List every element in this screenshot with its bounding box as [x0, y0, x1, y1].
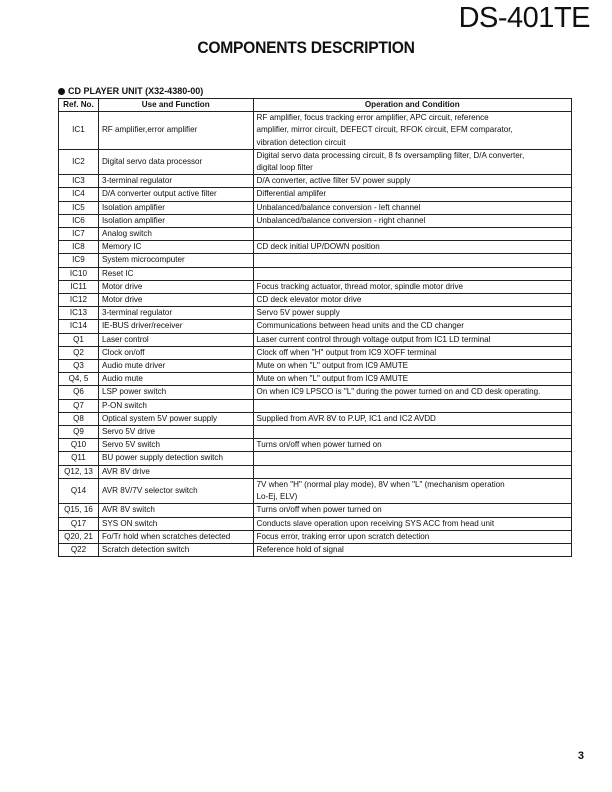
operation-line: vibration detection circuit	[256, 137, 346, 147]
table-row	[59, 517, 572, 530]
use-function-cell: P-ON switch	[98, 399, 253, 412]
operation-condition-cell	[253, 504, 571, 517]
operation-condition-cell	[253, 175, 571, 188]
use-function-cell: AVR 8V drive	[98, 465, 253, 478]
ref-no-cell: Q7	[59, 399, 99, 412]
table-row	[59, 112, 572, 150]
ref-no-cell: Q2	[59, 346, 99, 359]
operation-condition-cell	[253, 241, 571, 254]
table-row	[59, 426, 572, 439]
operation-line: Reference hold of signal	[256, 544, 344, 554]
operation-line: On when IC9 LPSCO is "L" during the power turned on and CD desk operating.	[256, 387, 541, 397]
ref-no-cell: Q20, 21	[59, 530, 99, 543]
operation-line: Focus error, traking error upon scratch detection	[256, 531, 430, 541]
ref-no-cell: Q1	[59, 333, 99, 346]
ref-no-cell: IC2	[59, 149, 99, 174]
ref-no-cell: IC8	[59, 241, 99, 254]
ref-no-cell: IC14	[59, 320, 99, 333]
table-row	[59, 360, 572, 373]
use-function-cell: Motor drive	[98, 294, 253, 307]
ref-no-cell: Q3	[59, 360, 99, 373]
use-function-cell: BU power supply detection switch	[98, 452, 253, 465]
operation-condition-cell	[253, 412, 571, 425]
page-title: COMPONENTS DESCRIPTION	[197, 38, 415, 57]
use-function-cell: IE-BUS driver/receiver	[98, 320, 253, 333]
page-number: 3	[577, 750, 584, 762]
table-row	[59, 386, 572, 399]
table-row	[59, 530, 572, 543]
operation-condition-cell	[253, 149, 571, 174]
operation-condition-cell	[253, 267, 571, 280]
table-row	[59, 267, 572, 280]
operation-line: Supplied from AVR 8V to P.UP, IC1 and IC2 AVDD	[256, 413, 436, 423]
operation-condition-cell	[253, 517, 571, 530]
operation-line	[257, 426, 568, 438]
components-table	[58, 98, 572, 557]
table-header-row	[59, 99, 572, 112]
use-function-cell: Isolation amplifier	[98, 214, 253, 227]
use-function-cell: 3-terminal regulator	[98, 175, 253, 188]
operation-condition-cell	[253, 201, 571, 214]
ref-no-cell: Q8	[59, 412, 99, 425]
operation-line: CD deck elevator motor drive	[256, 295, 362, 305]
ref-no-cell: IC4	[59, 188, 99, 201]
ref-no-cell: Q6	[59, 386, 99, 399]
ref-no-cell: IC12	[59, 294, 99, 307]
operation-line	[257, 400, 568, 412]
table-row	[59, 504, 572, 517]
ref-no-cell: Q14	[59, 478, 99, 503]
table-row	[59, 201, 572, 214]
bullet-icon	[58, 88, 65, 95]
operation-condition-cell	[253, 320, 571, 333]
operation-line: Turns on/off when power turned on	[256, 505, 382, 515]
operation-line	[257, 452, 568, 464]
use-function-cell: AVR 8V switch	[98, 504, 253, 517]
ref-no-cell: IC10	[59, 267, 99, 280]
table-row	[59, 543, 572, 556]
operation-line: Focus tracking actuator, thread motor, spindle motor drive	[256, 281, 464, 291]
operation-line: RF amplifier, focus tracking error amplifier, APC circuit, reference	[256, 113, 489, 123]
ref-no-cell: Q22	[59, 543, 99, 556]
table-row	[59, 149, 572, 174]
table-row	[59, 294, 572, 307]
operation-condition-cell	[253, 333, 571, 346]
operation-line: Mute on when "L" output from IC9 AMUTE	[256, 361, 409, 371]
table-row	[59, 320, 572, 333]
operation-condition-cell	[253, 386, 571, 399]
table-row	[59, 214, 572, 227]
ref-no-cell: Q12, 13	[59, 465, 99, 478]
operation-line: 7V when "H" (normal play mode), 8V when "L" (mechanism operation	[256, 479, 505, 489]
operation-line: Lo-Ej, ELV)	[256, 492, 298, 502]
table-row	[59, 175, 572, 188]
ref-no-cell: Q11	[59, 452, 99, 465]
operation-condition-cell	[253, 214, 571, 227]
table-row	[59, 254, 572, 267]
operation-line	[257, 466, 568, 478]
use-function-cell: Motor drive	[98, 280, 253, 293]
operation-condition-cell	[253, 112, 571, 150]
operation-condition-cell	[253, 280, 571, 293]
table-row	[59, 399, 572, 412]
operation-line: digital loop filter	[256, 163, 313, 173]
table-row	[59, 307, 572, 320]
operation-line: D/A converter, active filter 5V power supply	[256, 176, 411, 186]
operation-line: Unbalanced/balance conversion - left channel	[256, 202, 421, 212]
operation-condition-cell	[253, 346, 571, 359]
operation-line: Laser current control through voltage output from IC1 LD terminal	[256, 334, 491, 344]
operation-condition-cell	[253, 373, 571, 386]
operation-condition-cell	[253, 360, 571, 373]
use-function-cell: Fo/Tr hold when scratches detected	[98, 530, 253, 543]
ref-no-cell: IC3	[59, 175, 99, 188]
operation-condition-cell	[253, 188, 571, 201]
use-function-cell: Digital servo data processor	[98, 149, 253, 174]
table-row	[59, 412, 572, 425]
use-function-cell: Servo 5V drive	[98, 426, 253, 439]
use-function-cell: RF amplifier,error amplifier	[98, 112, 253, 150]
operation-condition-cell	[253, 543, 571, 556]
use-function-cell: AVR 8V/7V selector switch	[98, 478, 253, 503]
header-operation-condition: Operation and Condition	[253, 99, 571, 112]
header-ref-no: Ref. No.	[59, 99, 99, 112]
table-row	[59, 241, 572, 254]
table-row	[59, 452, 572, 465]
operation-line: CD deck initial UP/DOWN position	[256, 242, 380, 252]
model-number: DS-401TE	[458, 2, 590, 34]
operation-condition-cell	[253, 426, 571, 439]
use-function-cell: Laser control	[98, 333, 253, 346]
ref-no-cell: IC13	[59, 307, 99, 320]
use-function-cell: Isolation amplifier	[98, 201, 253, 214]
operation-line: Servo 5V power supply	[256, 308, 340, 318]
operation-line: Turns on/off when power turned on	[256, 440, 382, 450]
operation-line: Clock off when "H" output from IC9 XOFF terminal	[256, 347, 437, 357]
use-function-cell: Optical system 5V power supply	[98, 412, 253, 425]
use-function-cell: Audio mute	[98, 373, 253, 386]
table-row	[59, 188, 572, 201]
operation-line	[257, 268, 568, 280]
table-row	[59, 280, 572, 293]
operation-condition-cell	[253, 399, 571, 412]
ref-no-cell: Q10	[59, 439, 99, 452]
use-function-cell: SYS ON switch	[98, 517, 253, 530]
ref-no-cell: Q15, 16	[59, 504, 99, 517]
use-function-cell: Scratch detection switch	[98, 543, 253, 556]
operation-condition-cell	[253, 530, 571, 543]
operation-line	[257, 228, 568, 240]
ref-no-cell: IC7	[59, 228, 99, 241]
operation-condition-cell	[253, 478, 571, 503]
operation-line	[257, 254, 568, 266]
use-function-cell: Clock on/off	[98, 346, 253, 359]
use-function-cell: Servo 5V switch	[98, 439, 253, 452]
ref-no-cell: IC1	[59, 112, 99, 150]
operation-condition-cell	[253, 228, 571, 241]
ref-no-cell: Q4, 5	[59, 373, 99, 386]
section-heading	[58, 86, 203, 96]
ref-no-cell: IC6	[59, 214, 99, 227]
section-title: CD PLAYER UNIT (X32-4380-00)	[68, 86, 204, 96]
ref-no-cell: IC11	[59, 280, 99, 293]
operation-line: Mute on when "L" output from IC9 AMUTE	[256, 374, 409, 384]
ref-no-cell: IC9	[59, 254, 99, 267]
operation-line: Conducts slave operation upon receiving SYS ACC from head unit	[256, 518, 495, 528]
table-row	[59, 478, 572, 503]
table-row	[59, 373, 572, 386]
table-row	[59, 333, 572, 346]
operation-condition-cell	[253, 307, 571, 320]
use-function-cell: D/A converter output active filter	[98, 188, 253, 201]
operation-condition-cell	[253, 254, 571, 267]
operation-condition-cell	[253, 294, 571, 307]
header-use-function: Use and Function	[98, 99, 253, 112]
operation-line: Unbalanced/balance conversion - right channel	[256, 215, 426, 225]
use-function-cell: Reset IC	[98, 267, 253, 280]
table-row	[59, 465, 572, 478]
ref-no-cell: Q9	[59, 426, 99, 439]
operation-line: amplifier, mirror circuit, DEFECT circuit, RFOK circuit, EFM comparator,	[256, 125, 513, 135]
table-row	[59, 346, 572, 359]
table-body	[59, 112, 572, 557]
ref-no-cell: Q17	[59, 517, 99, 530]
use-function-cell: 3-terminal regulator	[98, 307, 253, 320]
operation-line: Differential amplifer	[256, 189, 327, 199]
ref-no-cell: IC5	[59, 201, 99, 214]
operation-line: Digital servo data processing circuit, 8 fs oversampling filter, D/A converter,	[256, 150, 525, 160]
operation-condition-cell	[253, 465, 571, 478]
operation-line: Communications between head units and the CD changer	[256, 321, 464, 331]
operation-condition-cell	[253, 452, 571, 465]
use-function-cell: Analog switch	[98, 228, 253, 241]
table-row	[59, 439, 572, 452]
use-function-cell: LSP power switch	[98, 386, 253, 399]
table-row	[59, 228, 572, 241]
operation-condition-cell	[253, 439, 571, 452]
use-function-cell: Memory IC	[98, 241, 253, 254]
use-function-cell: System microcomputer	[98, 254, 253, 267]
use-function-cell: Audio mute driver	[98, 360, 253, 373]
